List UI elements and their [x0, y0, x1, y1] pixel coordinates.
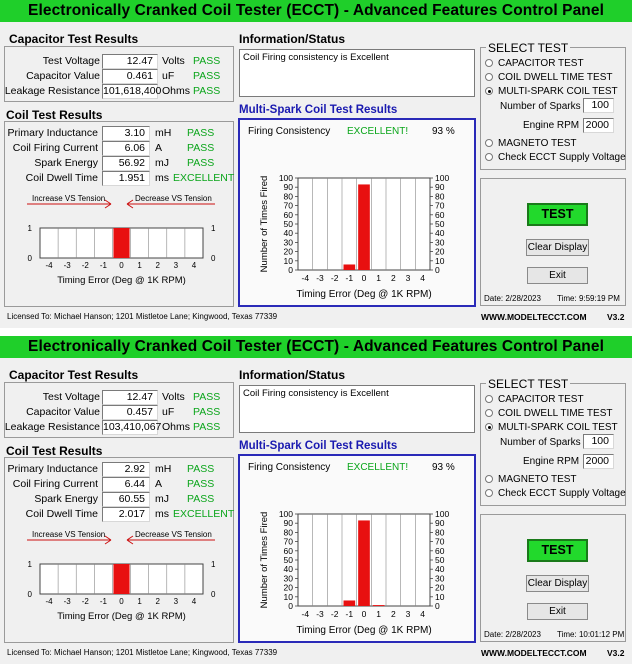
radio-multi-spark-coil-test[interactable] — [485, 422, 618, 433]
histogram-y-tick-right: 40 — [435, 228, 445, 239]
histogram-x-tick-label: 4 — [420, 609, 426, 619]
volts-unit: Volts — [162, 391, 185, 403]
license-text: Licensed To: Michael Hanson; 1201 Mistletoe Lane; Kingwood, Texas 77339 — [7, 312, 278, 321]
timing-tick-label: 3 — [173, 597, 179, 606]
primary-inductance-value: 2.92 — [102, 462, 150, 477]
time-readout — [557, 294, 620, 303]
inductance-status: PASS — [187, 463, 215, 475]
timing-y-tick-right: 0 — [211, 590, 216, 599]
timing-tick-label: 1 — [137, 597, 142, 606]
increase-tension-label: Increase VS Tension — [32, 194, 106, 203]
coil-dwell-time-value: 1.951 — [102, 171, 150, 186]
radio-check-ecct-supply-voltage[interactable] — [485, 488, 626, 499]
leakage-status: PASS — [193, 85, 221, 97]
capacitor-section-title: Capacitor Test Results — [9, 32, 139, 46]
timing-y-tick-right: 0 — [211, 254, 216, 263]
app-title-bar: Electronically Cranked Coil Tester (ECCT) - Advanced Features Control Panel — [0, 0, 632, 22]
test-voltage-label: Test Voltage — [42, 55, 100, 67]
timing-tick-label: -3 — [63, 597, 71, 606]
histogram-bar — [373, 605, 385, 606]
radio-coil-dwell-time-test[interactable] — [485, 408, 612, 419]
histogram-y-tick-right: 90 — [435, 518, 445, 529]
test-voltage-value: 12.47 — [102, 390, 158, 405]
timing-tick-label: 4 — [191, 261, 197, 270]
percent-unit: % — [445, 126, 455, 137]
select-test-title: SELECT TEST — [488, 377, 569, 391]
test-voltage-status: PASS — [193, 391, 221, 403]
multispark-title: Multi-Spark Coil Test Results — [239, 104, 398, 116]
histogram-y-tick-left: 50 — [283, 219, 293, 229]
histogram-y-tick-right: 60 — [435, 209, 445, 220]
histogram-y-tick-left: 80 — [283, 527, 293, 538]
info-status-box — [239, 49, 475, 97]
app-title-bar: Electronically Cranked Coil Tester (ECCT) - Advanced Features Control Panel — [0, 336, 632, 358]
time-label: Time: — [557, 630, 577, 639]
histogram-y-tick-right: 80 — [435, 191, 445, 202]
timing-axis-label: Timing Error (Deg @ 1K RPM) — [57, 611, 186, 622]
radio-dot-icon — [485, 87, 493, 95]
histogram-y-tick-left: 10 — [283, 591, 293, 602]
coil-firing-current-value: 6.44 — [102, 477, 150, 492]
timing-y-tick-left: 1 — [27, 560, 32, 569]
capacitor-value-value: 0.461 — [102, 69, 158, 84]
multispark-title: Multi-Spark Coil Test Results — [239, 440, 398, 452]
histogram-x-tick-label: -3 — [316, 273, 324, 283]
coil-dwell-time-value: 2.017 — [102, 507, 150, 522]
website-text: WWW.MODELTECCT.COM — [481, 312, 587, 322]
histogram-y-tick-left: 40 — [283, 228, 293, 239]
current-status: PASS — [187, 142, 215, 154]
radio-magneto-test[interactable] — [485, 138, 577, 149]
histogram-x-tick-label: 4 — [420, 273, 426, 283]
histogram-y-tick-left: 90 — [283, 518, 293, 529]
histogram-x-axis-label: Timing Error (Deg @ 1K RPM) — [296, 289, 432, 300]
date-readout — [484, 294, 541, 303]
coil-section-title: Coil Test Results — [6, 444, 103, 458]
histogram-bar — [344, 600, 356, 606]
timing-y-tick-right: 1 — [211, 560, 216, 569]
leakage-status: PASS — [193, 421, 221, 433]
consistency-result: EXCELLENT! — [347, 126, 409, 137]
consistency-percent — [432, 462, 455, 473]
ohms-unit: Ohms — [162, 421, 191, 433]
spark-energy-label: Spark Energy — [34, 157, 98, 169]
test-button[interactable]: TEST — [527, 539, 588, 562]
histogram-y-tick-left: 50 — [283, 555, 293, 565]
inductance-status: PASS — [187, 127, 215, 139]
capacitor-value-label: Capacitor Value — [26, 406, 100, 418]
timing-bar — [113, 564, 129, 594]
radio-label: Check ECCT Supply Voltage — [498, 488, 626, 499]
histogram-y-tick-right: 0 — [435, 601, 440, 611]
radio-label: Check ECCT Supply Voltage — [498, 152, 626, 163]
primary-inductance-label: Primary Inductance — [7, 127, 98, 139]
mh-unit: mH — [155, 463, 172, 475]
number-of-sparks-input[interactable]: 100 — [583, 434, 614, 449]
histogram-bar — [358, 520, 370, 606]
histogram-x-tick-label: -1 — [345, 609, 354, 619]
histogram-y-tick-left: 60 — [283, 545, 293, 556]
radio-label: MAGNETO TEST — [498, 138, 577, 149]
histogram-y-tick-left: 30 — [283, 237, 293, 248]
timing-tick-label: 1 — [137, 261, 142, 270]
dwell-status: EXCELLENT — [173, 172, 235, 184]
website-text: WWW.MODELTECCT.COM — [481, 648, 587, 658]
select-test-title: SELECT TEST — [488, 41, 569, 55]
test-voltage-label: Test Voltage — [42, 391, 100, 403]
engine-rpm-label: Engine RPM — [523, 120, 580, 131]
capacitor-value-status: PASS — [193, 70, 221, 82]
clear-display-button[interactable]: Clear Display — [526, 239, 589, 256]
test-voltage-status: PASS — [193, 55, 221, 67]
histogram-y-tick-right: 100 — [435, 173, 450, 183]
histogram-y-tick-left: 100 — [278, 509, 293, 519]
histogram-y-tick-left: 70 — [283, 200, 293, 211]
exit-button[interactable]: Exit — [527, 267, 588, 284]
histogram-x-tick-label: -2 — [330, 273, 339, 283]
amp-unit: A — [155, 478, 163, 490]
histogram-y-tick-right: 0 — [435, 265, 440, 275]
histogram-y-tick-left: 70 — [283, 536, 293, 547]
firing-consistency-label: Firing Consistency — [248, 462, 331, 473]
amp-unit: A — [155, 142, 163, 154]
histogram-y-axis-label: Number of Times Fired — [259, 175, 270, 273]
timing-tick-label: 2 — [155, 597, 160, 606]
histogram-y-tick-left: 0 — [288, 265, 293, 275]
histogram-y-tick-right: 40 — [435, 564, 445, 575]
capacitor-section-title: Capacitor Test Results — [9, 368, 139, 382]
time-value: 9:59:19 PM — [578, 294, 620, 303]
radio-capacitor-test[interactable] — [485, 394, 584, 405]
uf-unit: uF — [162, 70, 175, 82]
leakage-resistance-value: 103,410,067 — [103, 421, 162, 433]
version-text: V3.2 — [607, 648, 625, 658]
leakage-resistance-label: Leakage Resistance — [4, 85, 100, 97]
histogram-y-tick-right: 50 — [435, 219, 445, 229]
histogram-y-tick-left: 30 — [283, 573, 293, 584]
radio-dot-icon — [485, 409, 493, 417]
info-status-box — [239, 385, 475, 433]
histogram-x-tick-label: -4 — [301, 273, 310, 283]
time-readout — [557, 630, 624, 639]
clear-display-button[interactable]: Clear Display — [526, 575, 589, 592]
radio-label: MULTI-SPARK COIL TEST — [498, 86, 618, 97]
histogram-y-axis-label: Number of Times Fired — [259, 511, 270, 609]
histogram-y-tick-right: 70 — [435, 536, 445, 547]
histogram-y-tick-left: 10 — [283, 255, 293, 266]
radio-check-ecct-supply-voltage[interactable] — [485, 152, 626, 163]
histogram-y-tick-right: 10 — [435, 591, 445, 602]
multispark-histogram — [240, 476, 474, 641]
radio-dot-icon — [485, 153, 493, 161]
timing-tick-label: 0 — [119, 261, 124, 270]
histogram-y-tick-right: 50 — [435, 555, 445, 565]
spark-energy-value: 60.55 — [102, 492, 150, 507]
histogram-y-tick-right: 20 — [435, 582, 445, 593]
date-label: Date: — [484, 630, 504, 639]
histogram-x-tick-label: 3 — [405, 273, 411, 283]
coil-section-title: Coil Test Results — [6, 108, 103, 122]
histogram-y-tick-left: 20 — [283, 582, 293, 593]
volts-unit: Volts — [162, 55, 185, 67]
test-button[interactable]: TEST — [527, 203, 588, 226]
coil-firing-current-label: Coil Firing Current — [12, 478, 98, 490]
info-section-title: Information/Status — [239, 368, 346, 382]
version-text: V3.2 — [607, 312, 625, 322]
histogram-y-tick-left: 90 — [283, 182, 293, 193]
histogram-x-tick-label: 2 — [390, 609, 396, 619]
panel-separator — [0, 328, 632, 336]
radio-label: COIL DWELL TIME TEST — [498, 408, 613, 419]
timing-y-tick-left: 0 — [27, 590, 32, 599]
control-panel-2 — [0, 336, 632, 664]
coil-dwell-time-label: Coil Dwell Time — [25, 508, 98, 520]
histogram-x-tick-label: 2 — [390, 273, 396, 283]
timing-tick-label: -1 — [99, 597, 107, 606]
ohms-unit: Ohms — [162, 85, 191, 97]
timing-tick-label: 2 — [155, 261, 160, 270]
histogram-y-tick-right: 70 — [435, 200, 445, 211]
histogram-y-tick-left: 20 — [283, 246, 293, 257]
histogram-y-tick-right: 90 — [435, 182, 445, 193]
engine-rpm-input[interactable]: 2000 — [583, 454, 614, 469]
consistency-percent-value: 93 — [432, 462, 444, 473]
number-of-sparks-label: Number of Sparks — [500, 101, 581, 112]
dwell-status: EXCELLENT — [173, 508, 235, 520]
timing-y-tick-right: 1 — [211, 224, 216, 233]
histogram-x-tick-label: 1 — [376, 273, 382, 283]
histogram-y-tick-right: 80 — [435, 527, 445, 538]
histogram-x-tick-label: -1 — [345, 273, 354, 283]
histogram-y-tick-right: 100 — [435, 509, 450, 519]
number-of-sparks-input[interactable]: 100 — [583, 98, 614, 113]
consistency-percent-value: 93 — [432, 126, 444, 137]
date-readout — [484, 630, 541, 639]
histogram-y-tick-right: 20 — [435, 246, 445, 257]
radio-dot-icon — [485, 475, 493, 483]
radio-label: MAGNETO TEST — [498, 474, 577, 485]
energy-status: PASS — [187, 493, 215, 505]
primary-inductance-value: 3.10 — [102, 126, 150, 141]
radio-label: CAPACITOR TEST — [498, 58, 584, 69]
multispark-histogram — [240, 140, 474, 305]
histogram-y-tick-right: 30 — [435, 237, 445, 248]
exit-button[interactable]: Exit — [527, 603, 588, 620]
timing-tick-label: -1 — [99, 261, 107, 270]
radio-coil-dwell-time-test[interactable] — [485, 72, 612, 83]
histogram-y-tick-right: 10 — [435, 255, 445, 266]
radio-multi-spark-coil-test[interactable] — [485, 86, 618, 97]
timing-tick-label: -2 — [81, 597, 89, 606]
timing-error-chart — [5, 188, 233, 306]
radio-dot-icon — [485, 73, 493, 81]
leakage-resistance-label: Leakage Resistance — [4, 421, 100, 433]
histogram-y-tick-right: 60 — [435, 545, 445, 556]
uf-unit: uF — [162, 406, 175, 418]
radio-dot-icon — [485, 489, 493, 497]
histogram-x-tick-label: 0 — [361, 273, 367, 283]
radio-capacitor-test[interactable] — [485, 58, 584, 69]
decrease-tension-label: Decrease VS Tension — [135, 194, 212, 203]
test-voltage-value: 12.47 — [102, 54, 158, 69]
histogram-y-tick-left: 100 — [278, 173, 293, 183]
radio-label: CAPACITOR TEST — [498, 394, 584, 405]
spark-energy-value: 56.92 — [102, 156, 150, 171]
timing-tick-label: -4 — [45, 261, 53, 270]
radio-dot-icon — [485, 423, 493, 431]
histogram-y-tick-left: 40 — [283, 564, 293, 575]
percent-unit: % — [445, 462, 455, 473]
license-text: Licensed To: Michael Hanson; 1201 Mistletoe Lane; Kingwood, Texas 77339 — [7, 648, 278, 657]
histogram-x-axis-label: Timing Error (Deg @ 1K RPM) — [296, 625, 432, 636]
info-status-text: Coil Firing consistency is Excellent — [243, 52, 389, 63]
engine-rpm-input[interactable]: 2000 — [583, 118, 614, 133]
leakage-resistance-value: 101,618,400 — [103, 85, 162, 97]
timing-error-chart — [5, 524, 233, 642]
histogram-x-tick-label: 1 — [376, 609, 382, 619]
time-value: 10:01:12 PM — [578, 630, 625, 639]
histogram-x-tick-label: 0 — [361, 609, 367, 619]
radio-label: COIL DWELL TIME TEST — [498, 72, 613, 83]
histogram-x-tick-label: 3 — [405, 609, 411, 619]
coil-dwell-time-label: Coil Dwell Time — [25, 172, 98, 184]
timing-tick-label: -3 — [63, 261, 71, 270]
timing-tick-label: -2 — [81, 261, 89, 270]
coil-firing-current-value: 6.06 — [102, 141, 150, 156]
mj-unit: mJ — [155, 493, 169, 505]
capacitor-value-label: Capacitor Value — [26, 70, 100, 82]
timing-tick-label: 4 — [191, 597, 197, 606]
timing-y-tick-left: 1 — [27, 224, 32, 233]
histogram-bar — [358, 184, 370, 270]
consistency-result: EXCELLENT! — [347, 462, 409, 473]
mh-unit: mH — [155, 127, 172, 139]
histogram-x-tick-label: -3 — [316, 609, 324, 619]
capacitor-value-value: 0.457 — [102, 405, 158, 420]
ms-unit: ms — [155, 172, 169, 184]
radio-dot-icon — [485, 139, 493, 147]
info-section-title: Information/Status — [239, 32, 346, 46]
timing-axis-label: Timing Error (Deg @ 1K RPM) — [57, 275, 186, 286]
capacitor-value-status: PASS — [193, 406, 221, 418]
histogram-y-tick-left: 80 — [283, 191, 293, 202]
radio-dot-icon — [485, 395, 493, 403]
histogram-bar — [344, 264, 356, 270]
radio-dot-icon — [485, 59, 493, 67]
control-panel-1 — [0, 0, 632, 328]
timing-y-tick-left: 0 — [27, 254, 32, 263]
increase-tension-label: Increase VS Tension — [32, 530, 106, 539]
spark-energy-label: Spark Energy — [34, 493, 98, 505]
time-label: Time: — [557, 294, 577, 303]
histogram-x-tick-label: -4 — [301, 609, 310, 619]
histogram-y-tick-left: 0 — [288, 601, 293, 611]
ms-unit: ms — [155, 508, 169, 520]
engine-rpm-label: Engine RPM — [523, 456, 580, 467]
timing-tick-label: -4 — [45, 597, 53, 606]
histogram-y-tick-right: 30 — [435, 573, 445, 584]
timing-bar — [113, 228, 129, 258]
coil-firing-current-label: Coil Firing Current — [12, 142, 98, 154]
radio-label: MULTI-SPARK COIL TEST — [498, 422, 618, 433]
timing-tick-label: 0 — [119, 597, 124, 606]
info-status-text: Coil Firing consistency is Excellent — [243, 388, 389, 399]
histogram-y-tick-left: 60 — [283, 209, 293, 220]
current-status: PASS — [187, 478, 215, 490]
date-value: 2/28/2023 — [505, 294, 541, 303]
mj-unit: mJ — [155, 157, 169, 169]
primary-inductance-label: Primary Inductance — [7, 463, 98, 475]
number-of-sparks-label: Number of Sparks — [500, 437, 581, 448]
histogram-x-tick-label: -2 — [330, 609, 339, 619]
decrease-tension-label: Decrease VS Tension — [135, 530, 212, 539]
date-value: 2/28/2023 — [505, 630, 541, 639]
firing-consistency-label: Firing Consistency — [248, 126, 331, 137]
timing-tick-label: 3 — [173, 261, 179, 270]
date-label: Date: — [484, 294, 504, 303]
radio-magneto-test[interactable] — [485, 474, 577, 485]
consistency-percent — [432, 126, 455, 137]
energy-status: PASS — [187, 157, 215, 169]
